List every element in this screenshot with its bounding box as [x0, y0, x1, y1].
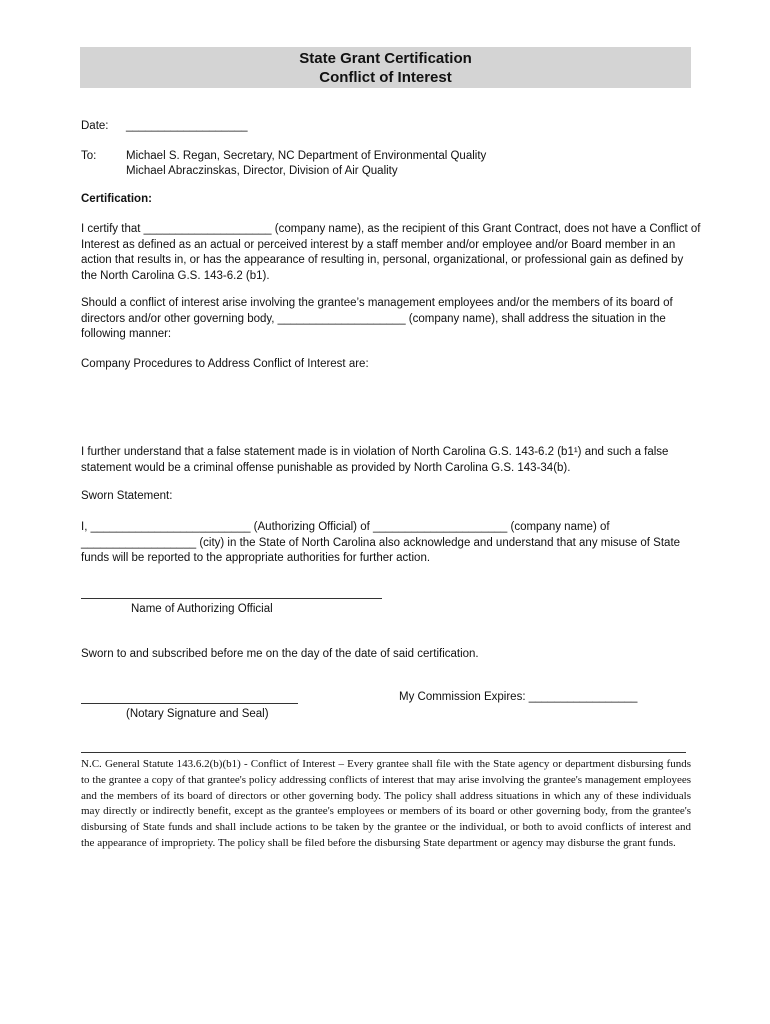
- notary-signature-label: (Notary Signature and Seal): [126, 708, 269, 720]
- footnote-divider: [81, 752, 686, 753]
- title-banner: [80, 47, 691, 88]
- sworn-statement-heading: Sworn Statement:: [81, 490, 173, 502]
- page-subtitle: Conflict of Interest: [319, 69, 452, 86]
- notary-signature-line: [81, 703, 298, 704]
- certification-heading: Certification:: [81, 193, 152, 205]
- official-signature-label: Name of Authorizing Official: [131, 603, 273, 615]
- date-label: Date:: [81, 120, 109, 132]
- false-statement-paragraph: I further understand that a false statement made is in violation of North Carolina G.S. 143-6.2 (b1¹) and such a false statement would be a criminal offense punishable as provided by North Carolina G.S. 143-34(b).: [81, 446, 669, 474]
- to-label: To:: [81, 150, 97, 162]
- procedures-label: Company Procedures to Address Conflict of Interest are:: [81, 358, 369, 370]
- official-signature-line: [81, 598, 382, 599]
- recipient-line-1: Michael S. Regan, Secretary, NC Department of Environmental Quality: [126, 150, 487, 162]
- page-title: State Grant Certification: [299, 50, 472, 67]
- commission-expires: My Commission Expires: _________________: [399, 691, 638, 703]
- certification-paragraph: I certify that ____________________ (company name), as the recipient of this Grant Contract, does not have a Conflict of Interest as defined as an actual or perceived interest by a staff member and/or employee and/or Board member in an action that results in, or has the appearance of resulting in, personal, organizational, or professional gain as defined by the North Carolina G.S. 143-6.2 (b1).: [81, 223, 701, 282]
- conflict-paragraph: Should a conflict of interest arise involving the grantee’s management employees and/or the members of its board of directors and/or other governing body, ____________________ (company name), shall address the situation in the following manner:: [81, 297, 673, 340]
- subscribed-statement: Sworn to and subscribed before me on the day of the date of said certification.: [81, 648, 479, 660]
- footnote-statute: N.C. General Statute 143.6.2(b)(b1) - Conflict of Interest – Every grantee shall file with the State agency or department disbursing funds to the grantee a copy of that grantee's policy addressing conflicts of interest that may arise involving the grantee's management employees and the members of its board of directors or other governing body. The policy shall address situations in which any of these individuals may directly or indirectly benefit, except as the grantee's employees or members of its board or other governing body, from the grantee's disbursing of State funds and shall include actions to be taken by the grantee or the individual, or both to avoid conflicts of interest and the appearance of impropriety. The policy shall be filed before the disbursing State department or agency may disburse the grant funds.: [81, 758, 691, 849]
- sworn-statement-paragraph: I, _________________________ (Authorizing Official) of _____________________ (company name) of __________________ (city) in the State of North Carolina also acknowledge and understand that any misuse of State funds will be reported to the appropriate authorities for further action.: [81, 521, 681, 564]
- recipient-line-2: Michael Abraczinskas, Director, Division of Air Quality: [126, 165, 398, 177]
- date-blank: ___________________: [126, 120, 248, 132]
